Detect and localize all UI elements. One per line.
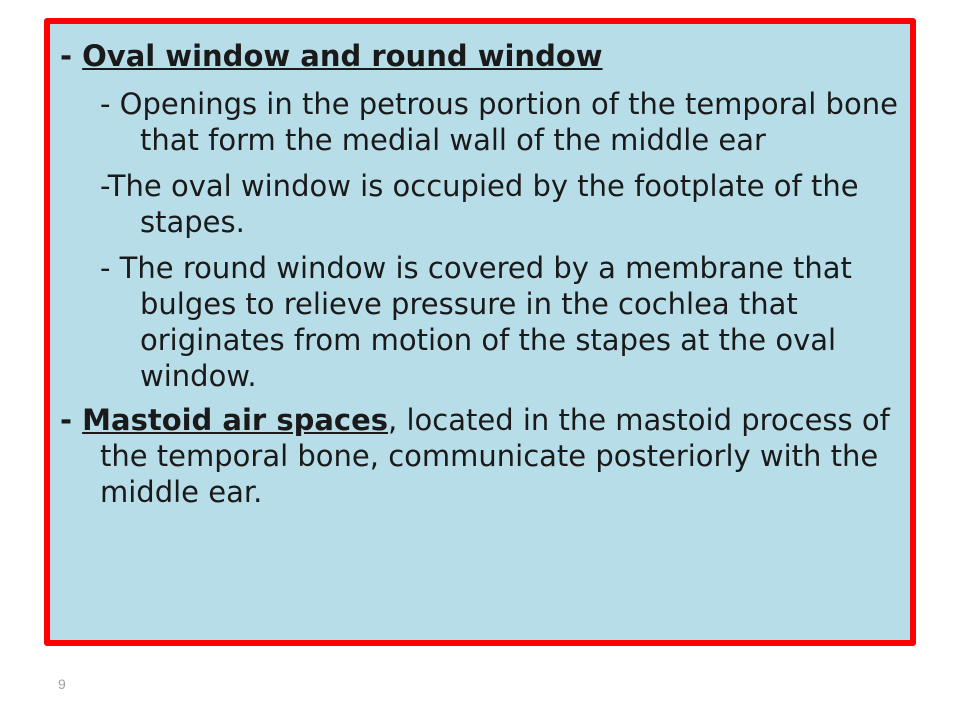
mastoid-prefix: - bbox=[60, 403, 83, 437]
bullet-round-window: - The round window is covered by a membrane that bulges to relieve pressure in the cochlea that originates from motion of the stapes at the oval window. bbox=[100, 251, 852, 393]
slide-number: 9 bbox=[58, 676, 66, 692]
section-heading-oval-round bbox=[60, 38, 902, 74]
bullet-openings: - Openings in the petrous portion of the temporal bone that form the medial wall of the middle ear bbox=[100, 87, 898, 157]
section-mastoid bbox=[60, 402, 902, 510]
mastoid-text: , located in the mastoid process of the temporal bone, communicate posteriorly with the middle ear. bbox=[100, 403, 890, 509]
heading-title: Oval window and round window bbox=[82, 39, 603, 73]
heading-prefix: - bbox=[60, 39, 83, 73]
content-box bbox=[44, 18, 916, 646]
bullet-oval-window: -The oval window is occupied by the footplate of the stapes. bbox=[100, 169, 859, 239]
sub-bullets bbox=[60, 86, 902, 394]
slide-content bbox=[60, 38, 902, 510]
mastoid-title: Mastoid air spaces bbox=[82, 403, 389, 437]
